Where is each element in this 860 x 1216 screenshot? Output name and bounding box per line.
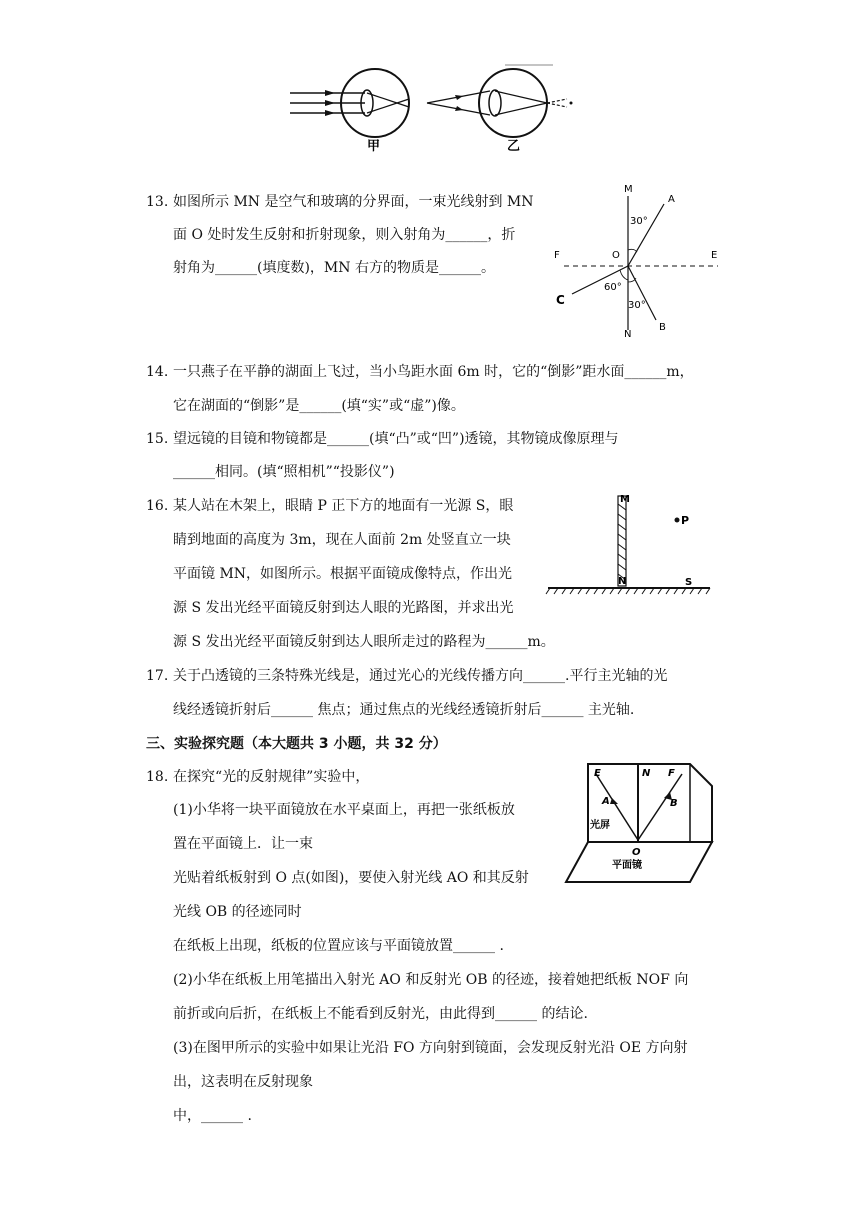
angle-label: 30°	[630, 216, 648, 227]
question-text-line: 中，______ .	[173, 1108, 252, 1124]
section-heading: 三、实验探究题（本大题共 3 小题，共 32 分）	[146, 736, 447, 752]
label-O: O	[632, 847, 641, 858]
refraction-figure	[548, 180, 728, 340]
label-A: A	[602, 796, 610, 807]
eye-label-right: 乙	[507, 139, 521, 154]
label-N: N	[618, 576, 627, 587]
angle-label: 30°	[628, 300, 646, 311]
plane-mirror-figure	[544, 488, 714, 603]
question-text-line: 出，这表明在反射现象	[173, 1074, 313, 1090]
question-text-line: 面 O 处时发生反射和折射现象，则入射角为______，折	[173, 227, 516, 243]
label-N: N	[642, 768, 651, 779]
question-text-line: (1)小华将一块平面镜放在水平桌面上，再把一张纸板放	[173, 802, 515, 818]
question-text-line: 在探究“光的反射规律”实验中，	[173, 769, 370, 785]
question-number: 18.	[146, 769, 169, 785]
question-text-line: 关于凸透镜的三条特殊光线是，通过光心的光线传播方向______.平行主光轴的光	[173, 668, 668, 684]
question-text-line: 源 S 发出光经平面镜反射到达人眼所走过的路程为______m。	[173, 634, 555, 650]
question-number: 16.	[146, 498, 169, 514]
label-O: O	[612, 250, 620, 261]
question-text-line: 置在平面镜上．让一束	[173, 836, 313, 852]
question-number: 17.	[146, 668, 169, 684]
question-text-line: 源 S 发出光经平面镜反射到达人眼的光路图，并求出光	[173, 600, 514, 616]
question-text-line: 光线 OB 的径迹同时	[173, 904, 302, 920]
eye-label-left: 甲	[367, 139, 381, 154]
question-text-line: 望远镜的目镜和物镜都是______(填“凸”或“凹”)透镜，其物镜成像原理与	[173, 431, 619, 447]
question-text-line: (3)在图甲所示的实验中如果让光沿 FO 方向射到镜面，会发现反射光沿 OE 方向射	[173, 1040, 688, 1056]
label-mirror: 平面镜	[612, 860, 642, 871]
label-P: P	[681, 514, 690, 527]
question-text-line: 线经透镜折射后______ 焦点；通过焦点的光线经透镜折射后______ 主光轴.	[173, 702, 635, 718]
question-text-line: 睛到地面的高度为 3m，现在人面前 2m 处竖直立一块	[173, 532, 511, 548]
question-text-line: 前折或向后折，在纸板上不能看到反射光，由此得到______ 的结论.	[173, 1006, 588, 1022]
reflection-experiment-figure	[562, 760, 718, 888]
label-E: E	[594, 768, 601, 779]
question-number: 13.	[146, 194, 169, 210]
question-number: 14.	[146, 364, 169, 380]
question-text-line: (2)小华在纸板上用笔描出入射光 AO 和反射光 OB 的径迹，接着她把纸板 NOF 向	[173, 972, 689, 988]
label-S: S	[685, 577, 693, 588]
question-text-line: 它在湖面的“倒影”是______(填“实”或“虚”)像。	[173, 398, 465, 414]
eye-diagram-figure	[285, 55, 585, 155]
label-B: B	[659, 322, 666, 333]
label-M: M	[624, 184, 633, 195]
label-E: E	[711, 250, 718, 261]
question-text-line: 一只燕子在平静的湖面上飞过，当小鸟距水面 6m 时，它的“倒影”距水面______m，	[173, 364, 694, 380]
question-text-line: 光贴着纸板射到 O 点(如图)，要使入射光线 AO 和其反射	[173, 870, 529, 886]
question-text-line: ______相同。(填“照相机”“投影仪”)	[173, 464, 395, 480]
label-A: A	[668, 194, 675, 205]
label-screen: 光屏	[590, 820, 610, 831]
label-M: M	[620, 494, 630, 505]
label-F: F	[668, 768, 675, 779]
question-text-line: 射角为______(填度数)，MN 右方的物质是______。	[173, 260, 495, 276]
label-N: N	[624, 329, 632, 340]
question-text-line: 在纸板上出现，纸板的位置应该与平面镜放置______ .	[173, 938, 504, 954]
question-text-line: 某人站在木架上，眼睛 P 正下方的地面有一光源 S，眼	[173, 498, 514, 514]
label-F: F	[554, 250, 560, 261]
label-C: C	[556, 293, 565, 307]
angle-label: 60°	[604, 282, 622, 293]
question-text-line: 如图所示 MN 是空气和玻璃的分界面，一束光线射到 MN	[173, 194, 534, 210]
question-text-line: 平面镜 MN，如图所示。根据平面镜成像特点，作出光	[173, 566, 513, 582]
label-B: B	[670, 798, 678, 809]
question-number: 15.	[146, 431, 169, 447]
